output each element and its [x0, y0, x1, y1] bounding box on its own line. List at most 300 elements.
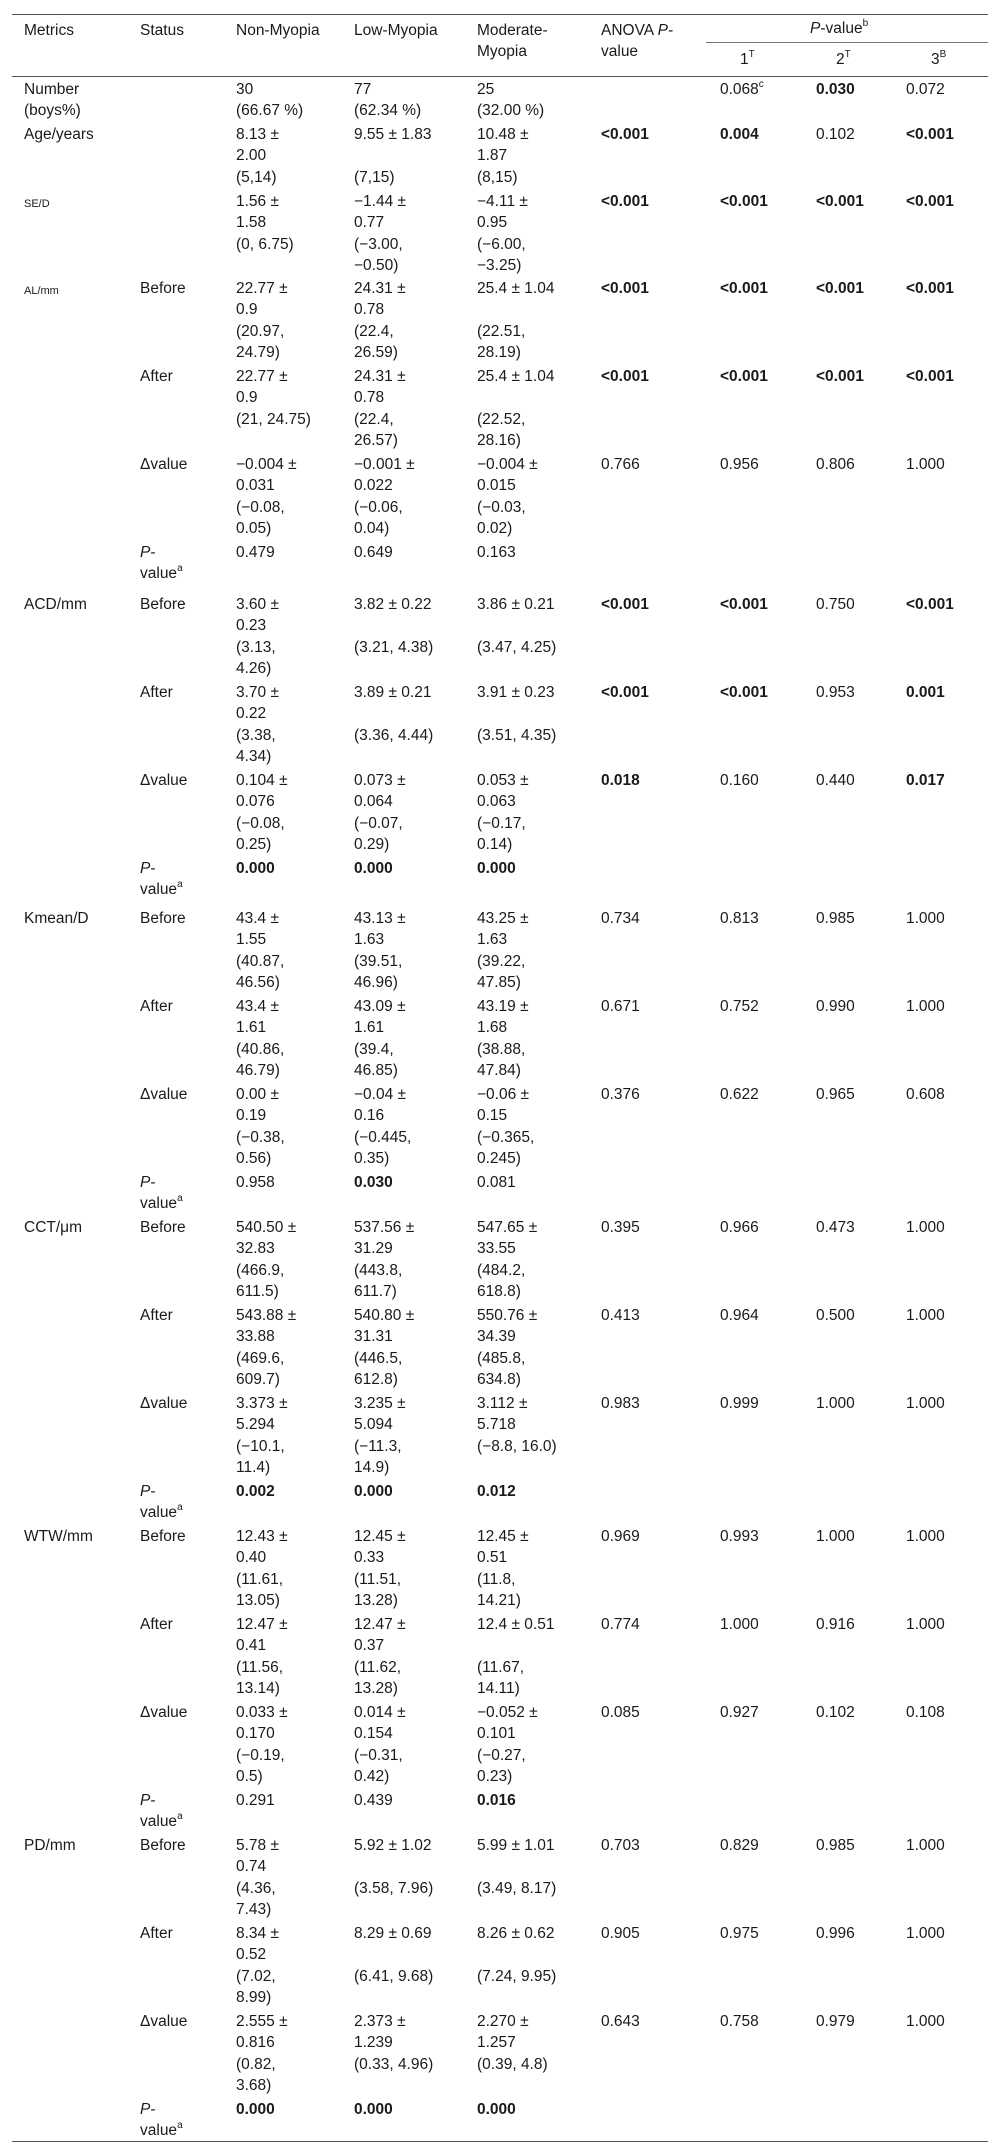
anova-p-value: <0.001: [601, 368, 649, 385]
cell-line: 5.094: [354, 1416, 393, 1434]
cell-line: 31.29: [354, 1240, 393, 1258]
low-myopia-value: [354, 1526, 406, 1611]
cell-line: 0.154: [354, 1725, 393, 1743]
cell-line: (6.41, 9.68): [354, 1967, 434, 1985]
p-dash: -: [150, 1174, 156, 1191]
p-italic: P: [140, 544, 151, 561]
cell-line: 3.89 ± 0.21: [354, 684, 432, 701]
pairwise-p3: 1.000: [906, 1528, 945, 1545]
cell-line: (−0.08,: [236, 814, 285, 832]
pairwise-p2: 0.102: [816, 126, 855, 143]
header-pvalue-sup: b: [862, 17, 869, 29]
cell-line: 13.28): [354, 1591, 398, 1609]
cell-line: 0.053 ±: [477, 772, 529, 789]
cell-line: (−0.365,: [477, 1128, 535, 1146]
pairwise-p3: 0.001: [906, 684, 945, 701]
non-myopia-value: [236, 682, 279, 767]
cell-line: 7.43): [236, 1900, 272, 1918]
pairwise-p1: <0.001: [720, 596, 768, 613]
cell-line: (−0.27,: [477, 1746, 526, 1764]
cell-line: (11.61,: [236, 1570, 284, 1588]
cell-line: 11.4): [236, 1458, 271, 1476]
header-col-2: $2^T$: [836, 48, 851, 68]
pairwise-p1: 0.999: [720, 1395, 759, 1412]
p-dash: -: [150, 860, 156, 877]
cell-line: (40.87,: [236, 952, 285, 970]
cell-line: 43.19 ±: [477, 998, 529, 1015]
cell-line: (3.51, 4.35): [477, 726, 557, 744]
non-myopia-value: [236, 858, 275, 879]
pairwise-p3: <0.001: [906, 596, 954, 613]
pairwise-p1: 0.993: [720, 1528, 759, 1545]
cell-line: 0.00 ±: [236, 1086, 279, 1103]
pairwise-p1: 0.966: [720, 1219, 759, 1236]
non-myopia-value: [236, 996, 284, 1081]
cell-line: 13.28): [354, 1679, 398, 1697]
p-value-sup: a: [177, 563, 183, 575]
low-myopia-value: [354, 1923, 433, 1987]
cell-line: 537.56 ±: [354, 1219, 415, 1236]
cell-line: (−0.03,: [477, 498, 526, 516]
cell-line: (11.8,: [477, 1570, 516, 1588]
pairwise-p1: <0.001: [720, 368, 768, 385]
low-myopia-value: [354, 908, 406, 993]
status-label: After: [140, 1307, 173, 1324]
cell-line: (22.4,: [354, 322, 394, 340]
header-low-myopia: Low-Myopia: [354, 22, 438, 39]
status-label: After: [140, 684, 173, 701]
pairwise-p2: 1.000: [816, 1395, 855, 1412]
status-pvalue-label: [140, 858, 183, 901]
header-anova-p: P-: [657, 22, 674, 39]
cell-line: 0.33: [354, 1549, 385, 1567]
moderate-myopia-value: [477, 278, 554, 363]
cell-line: 0.002: [236, 1483, 275, 1500]
non-myopia-value: [236, 1923, 279, 2008]
cell-line: (5,14): [236, 168, 277, 186]
status-pvalue-label: [140, 542, 183, 585]
cell-line: 2.555 ±: [236, 2013, 288, 2030]
cell-line: (−11.3,: [354, 1437, 402, 1455]
moderate-myopia-value: [477, 1923, 556, 1987]
moderate-myopia-value: [477, 908, 529, 993]
cell-line: 43.4 ±: [236, 910, 279, 927]
cell-line: 8.13 ±: [236, 126, 279, 143]
header-status: Status: [140, 22, 184, 39]
cell-line: 0.076: [236, 793, 275, 811]
moderate-myopia-value: [477, 1305, 537, 1390]
pairwise-p3: 1.000: [906, 1307, 945, 1324]
cell-line: −0.06 ±: [477, 1086, 530, 1103]
pairwise-p3: <0.001: [906, 126, 954, 143]
low-myopia-value: [354, 1393, 406, 1478]
cell-line: 12.45 ±: [477, 1528, 529, 1545]
cell-line: 0.031: [236, 477, 275, 495]
cell-line: (39.51,: [354, 952, 403, 970]
low-myopia-value: [354, 79, 421, 122]
cell-line: (38.88,: [477, 1040, 526, 1058]
pairwise-p3: 1.000: [906, 1616, 945, 1633]
non-myopia-value: [236, 1702, 288, 1787]
cell-line: (11.56,: [236, 1658, 284, 1676]
cell-line: (11.67,: [477, 1658, 525, 1676]
cell-line: 8.29 ± 0.69: [354, 1925, 432, 1942]
cell-line: −0.001 ±: [354, 456, 415, 473]
cell-line: 0.15: [477, 1107, 508, 1125]
cell-line: −4.11 ±: [477, 193, 528, 210]
anova-p-value: 0.643: [601, 2013, 640, 2030]
status-label: Δvalue: [140, 1086, 188, 1103]
header-anova: [601, 20, 673, 62]
metric-label: [24, 79, 81, 122]
cell-line: 43.09 ±: [354, 998, 406, 1015]
pairwise-p3: 1.000: [906, 910, 945, 927]
cell-line: 0.95: [477, 214, 508, 232]
cell-line: 0.015: [477, 477, 516, 495]
cell-line: (3.58, 7.96): [354, 1879, 434, 1897]
cell-line: (boys%): [24, 102, 81, 120]
cell-line: 28.19): [477, 343, 521, 361]
cell-line: 540.80 ±: [354, 1307, 415, 1324]
anova-p-value: 0.766: [601, 456, 640, 473]
p-value-word: value: [140, 881, 178, 899]
anova-p-value: 0.018: [601, 772, 640, 789]
cell-line: 0.479: [236, 544, 275, 561]
cell-line: 547.65 ±: [477, 1219, 538, 1236]
anova-p-value: 0.734: [601, 910, 640, 927]
cell-line: 0.14): [477, 835, 513, 853]
moderate-myopia-value: [477, 124, 529, 188]
p-value-word: value: [140, 1195, 178, 1213]
cell-line: 0.22: [236, 705, 267, 723]
cell-line: 46.79): [236, 1061, 280, 1079]
cell-line: 24.31 ±: [354, 368, 406, 385]
cell-line: (22.51,: [477, 322, 526, 340]
cell-line: 24.79): [236, 343, 280, 361]
cell-line: 46.96): [354, 973, 398, 991]
cell-line: 0.51: [477, 1549, 508, 1567]
pairwise-p2: 0.440: [816, 772, 855, 789]
moderate-myopia-value: [477, 1526, 529, 1611]
cell-line: (3.36, 4.44): [354, 726, 434, 744]
cell-line: 0.439: [354, 1792, 393, 1809]
cell-line: 0.016: [477, 1792, 516, 1809]
non-myopia-value: [236, 1835, 279, 1920]
cell-line: [354, 1944, 433, 1965]
cell-line: [477, 387, 554, 408]
cell-line: 12.4 ± 0.51: [477, 1616, 555, 1633]
low-myopia-value: [354, 1084, 411, 1169]
cell-line: 0.000: [477, 860, 516, 877]
cell-line: (32.00 %): [477, 102, 545, 120]
moderate-myopia-value: [477, 682, 556, 746]
header-pvalue-p: P: [810, 20, 821, 37]
p-italic: P: [140, 1174, 151, 1191]
cell-line: 0.77: [354, 214, 385, 232]
cell-line: 25.4 ± 1.04: [477, 280, 555, 297]
header-moderate-line2: Myopia: [477, 43, 527, 60]
cell-line: 9.55 ± 1.83: [354, 126, 432, 143]
cell-line: (−10.1,: [236, 1437, 285, 1455]
cell-line: −0.004 ±: [236, 456, 297, 473]
pairwise-p3: 0.108: [906, 1704, 945, 1721]
pairwise-p3: <0.001: [906, 193, 954, 210]
cell-line: 10.48 ±: [477, 126, 529, 143]
pairwise-p3: 0.017: [906, 772, 945, 789]
status-label: After: [140, 998, 173, 1015]
cell-line: 3.235 ±: [354, 1395, 406, 1412]
pairwise-p2: 0.985: [816, 910, 855, 927]
anova-p-value: 0.671: [601, 998, 640, 1015]
low-myopia-value: [354, 124, 431, 188]
non-myopia-value: [236, 1614, 288, 1699]
moderate-myopia-value: [477, 1790, 516, 1811]
cell-line: 0.35): [354, 1149, 390, 1167]
cell-line: 0.25): [236, 835, 272, 853]
cell-line: [477, 703, 556, 724]
metric-label: [24, 194, 50, 215]
cell-line: 12.43 ±: [236, 1528, 288, 1545]
cell-line: 0.04): [354, 519, 390, 537]
cell-line: 0.16: [354, 1107, 385, 1125]
p-italic: P: [140, 2101, 151, 2118]
cell-line: (0.33, 4.96): [354, 2055, 434, 2073]
anova-p-value: <0.001: [601, 684, 649, 701]
cell-line: 25: [477, 81, 495, 98]
cell-line: 8.99): [236, 1988, 272, 2006]
cell-line: (−0.38,: [236, 1128, 285, 1146]
low-myopia-value: [354, 1217, 414, 1302]
moderate-myopia-value: [477, 1217, 537, 1302]
pairwise-p1: <0.001: [720, 280, 768, 297]
cell-line: 26.59): [354, 343, 398, 361]
cell-line: (39.22,: [477, 952, 526, 970]
cell-line: (40.86,: [236, 1040, 285, 1058]
cell-line: 3.60 ±: [236, 596, 279, 613]
status-label: After: [140, 368, 173, 385]
cell-line: 0.41: [236, 1637, 267, 1655]
cell-line: (−0.17,: [477, 814, 526, 832]
cell-line: 47.84): [477, 1061, 521, 1079]
low-myopia-value: [354, 2011, 433, 2075]
cell-line: (−3.00,: [354, 235, 403, 253]
cell-line: 8.26 ± 0.62: [477, 1925, 555, 1942]
pairwise-p3: 1.000: [906, 1395, 945, 1412]
pairwise-p2: 0.985: [816, 1837, 855, 1854]
cell-line: 1.58: [236, 214, 267, 232]
cell-line: 0.649: [354, 544, 393, 561]
anova-p-value: 0.376: [601, 1086, 640, 1103]
cell-line: 28.16): [477, 431, 521, 449]
non-myopia-value: [236, 2099, 275, 2120]
non-myopia-value: [236, 1305, 296, 1390]
cell-line: 550.76 ±: [477, 1307, 538, 1324]
pairwise-p3: 0.608: [906, 1086, 945, 1103]
cell-line: 1.239: [354, 2034, 393, 2052]
cell-line: 33.88: [236, 1328, 275, 1346]
non-myopia-value: [236, 2011, 288, 2096]
cell-line: −3.25): [477, 256, 522, 274]
cell-line: 0.40: [236, 1549, 267, 1567]
cell-line: [477, 1635, 554, 1656]
anova-p-value: 0.085: [601, 1704, 640, 1721]
p-dash: -: [150, 1792, 156, 1809]
cell-line: 1.56 ±: [236, 193, 279, 210]
low-myopia-value: [354, 996, 406, 1081]
cell-line: (22.52,: [477, 410, 526, 428]
cell-line: 2.373 ±: [354, 2013, 406, 2030]
pairwise-p1: 0.956: [720, 456, 759, 473]
metric-label: [24, 281, 59, 302]
cell-line: 3.112 ±: [477, 1395, 528, 1412]
anova-p-value: 0.703: [601, 1837, 640, 1854]
cell-line: −0.004 ±: [477, 456, 538, 473]
cell-line: 1.63: [354, 931, 385, 949]
cell-line: 1.61: [236, 1019, 267, 1037]
cell-line: 0.101: [477, 1725, 516, 1743]
cell-line: (0.39, 4.8): [477, 2055, 548, 2073]
pairwise-p2: 0.916: [816, 1616, 855, 1633]
low-myopia-value: [354, 2099, 393, 2120]
cell-line: 0.012: [477, 1483, 516, 1500]
cell-line: 0.000: [477, 2101, 516, 2118]
metric-label: [24, 594, 87, 615]
cell-line: 33.55: [477, 1240, 516, 1258]
cell-line: 8.34 ±: [236, 1925, 279, 1942]
cell-line: (0.82,: [236, 2055, 276, 2073]
cell-line: 13.14): [236, 1679, 280, 1697]
status-label: Before: [140, 596, 186, 613]
pairwise-p1: 1.000: [720, 1616, 759, 1633]
cell-line: (21, 24.75): [236, 410, 311, 428]
cell-line: 0.073 ±: [354, 772, 406, 789]
cell-line: (39.4,: [354, 1040, 394, 1058]
cell-line: 0.42): [354, 1767, 390, 1785]
low-myopia-value: [354, 1835, 433, 1899]
cell-line: (−0.06,: [354, 498, 403, 516]
status-label: After: [140, 1925, 173, 1942]
pairwise-p3: <0.001: [906, 368, 954, 385]
cell-line: SE/D: [24, 198, 50, 210]
cell-line: 14.11): [477, 1679, 520, 1697]
status-label: Δvalue: [140, 772, 188, 789]
status-label: After: [140, 1616, 173, 1633]
cell-line: (3.21, 4.38): [354, 638, 434, 656]
low-myopia-value: [354, 366, 406, 451]
pairwise-p3: 0.072: [906, 81, 945, 98]
low-myopia-value: [354, 1702, 406, 1787]
cell-line: 543.88 ±: [236, 1307, 297, 1324]
header-anova-value: value: [601, 43, 639, 60]
cell-line: (11.62,: [354, 1658, 402, 1676]
non-myopia-value: [236, 1084, 285, 1169]
cell-line: 0.081: [477, 1174, 516, 1191]
cell-line: Number: [24, 81, 80, 98]
cell-line: (−0.08,: [236, 498, 285, 516]
cell-line: 12.45 ±: [354, 1528, 406, 1545]
anova-p-value: <0.001: [601, 280, 649, 297]
cell-line: 0.56): [236, 1149, 272, 1167]
pairwise-p1: 0.758: [720, 2013, 759, 2030]
non-myopia-value: [236, 1481, 275, 1502]
anova-p-value: 0.969: [601, 1528, 640, 1545]
p-dash: -: [150, 544, 156, 561]
cell-line: (11.51,: [354, 1570, 402, 1588]
cell-line: 0.05): [236, 519, 272, 537]
status-label: Δvalue: [140, 2013, 188, 2030]
cell-line: 4.34): [236, 747, 272, 765]
pairwise-p2: <0.001: [816, 280, 864, 297]
status-label: Before: [140, 1837, 186, 1854]
low-myopia-value: [354, 454, 415, 539]
low-myopia-value: [354, 770, 406, 855]
cell-line: 0.063: [477, 793, 516, 811]
cell-line: 0.022: [354, 477, 393, 495]
cell-line: 0.104 ±: [236, 772, 288, 789]
status-label: Δvalue: [140, 1395, 188, 1412]
cell-line: 634.8): [477, 1370, 521, 1388]
cell-line: 1.87: [477, 147, 508, 165]
cell-line: 0.19: [236, 1107, 267, 1125]
cell-line: 12.47 ±: [236, 1616, 288, 1633]
moderate-myopia-value: [477, 1614, 554, 1699]
cell-line: 3.82 ± 0.22: [354, 596, 432, 613]
pairwise-p3: 1.000: [906, 456, 945, 473]
cell-line: 0.170: [236, 1725, 275, 1743]
low-myopia-value: [354, 278, 406, 363]
cell-line: 611.7): [354, 1282, 397, 1300]
cell-line: 30: [236, 81, 254, 98]
cell-line: (8,15): [477, 168, 518, 186]
pairwise-p2: 0.965: [816, 1086, 855, 1103]
pairwise-p2: <0.001: [816, 368, 864, 385]
cell-line: 0.000: [354, 2101, 393, 2118]
cell-line: 0.000: [236, 2101, 275, 2118]
cell-line: 0.000: [236, 860, 275, 877]
cell-line: 0.816: [236, 2034, 275, 2052]
cell-line: 618.8): [477, 1282, 521, 1300]
moderate-myopia-value: [477, 1702, 538, 1787]
moderate-myopia-value: [477, 770, 529, 855]
cell-line: (−0.445,: [354, 1128, 412, 1146]
moderate-myopia-value: [477, 1084, 534, 1169]
status-pvalue-label: [140, 1790, 183, 1833]
p-italic: P: [140, 860, 151, 877]
pairwise-p1: 0.829: [720, 1837, 759, 1854]
metric-label: [24, 908, 89, 929]
header-pvalue-rest: -value: [820, 20, 863, 37]
cell-line: 0.291: [236, 1792, 275, 1809]
non-myopia-value: [236, 366, 311, 430]
cell-line: (3.38,: [236, 726, 276, 744]
non-myopia-value: [236, 278, 288, 363]
cell-line: 13.05): [236, 1591, 280, 1609]
cell-line: 0.030: [354, 1174, 393, 1191]
pairwise-p3: 1.000: [906, 2013, 945, 2030]
cell-line: 2.00: [236, 147, 267, 165]
cell-line: (3.49, 8.17): [477, 1879, 557, 1897]
moderate-myopia-value: [477, 1393, 557, 1457]
anova-p-value: 0.905: [601, 1925, 640, 1942]
anova-p-value: 0.413: [601, 1307, 640, 1324]
cell-line: 5.718: [477, 1416, 516, 1434]
cell-line: 0.245): [477, 1149, 521, 1167]
non-myopia-value: [236, 1790, 275, 1811]
status-label: Δvalue: [140, 1704, 188, 1721]
non-myopia-value: [236, 454, 297, 539]
anova-p-value: <0.001: [601, 126, 649, 143]
header-col-3: $3^B$: [931, 48, 947, 68]
